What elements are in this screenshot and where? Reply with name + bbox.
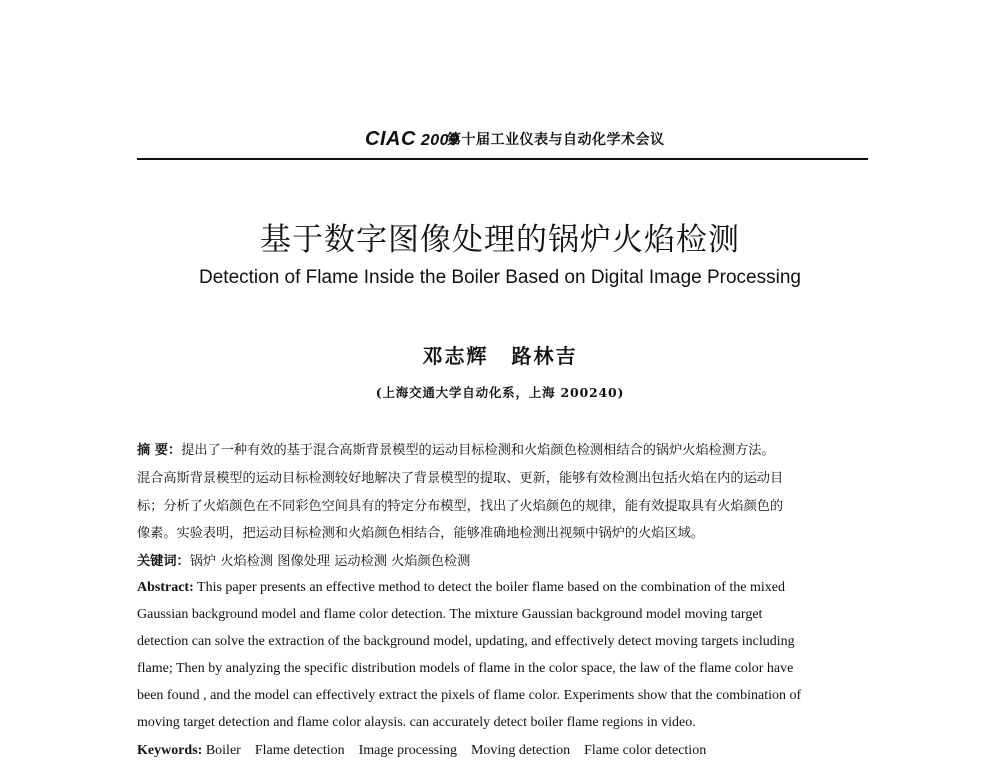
- abstract-cn-line: 标；分析了火焰颜色在不同彩色空间具有的特定分布模型，找出了火焰颜色的规律，能有效提取具有火焰颜色的: [137, 499, 784, 514]
- conference-header: [137, 128, 868, 160]
- abstract-en-line: [137, 580, 785, 596]
- abstract-en-line: Gaussian background model and flame color detection. The mixture Gaussian background model moving target: [137, 607, 763, 622]
- keywords-cn-text: 锅炉 火焰检测 图像处理 运动检测 火焰颜色检测: [189, 554, 471, 569]
- keywords-en-label: Keywords:: [137, 743, 203, 758]
- keywords-cn: [137, 550, 470, 569]
- abstract-cn-line: 像素。实验表明，把运动目标检测和火焰颜色相结合，能够准确地检测出视频中锅炉的火焰区域。: [137, 526, 705, 541]
- keywords-en-text: Boiler Flame detection Image processing Moving detection Flame color detection: [205, 743, 707, 758]
- conference-logo: [365, 128, 458, 151]
- keywords-cn-label: 关键词：: [137, 554, 190, 569]
- abstract-en-line: moving target detection and flame color alaysis. can accurately detect boiler flame regions in video.: [137, 715, 696, 730]
- keywords-en: [137, 743, 706, 759]
- abstract-en-line: detection can solve the extraction of the background model, updating, and effectively detect moving targets including: [137, 634, 795, 649]
- author-affiliation: (上海交通大学自动化系，上海 200240): [375, 385, 625, 400]
- paper-authors: 邓志辉 路林吉: [422, 344, 578, 368]
- abstract-cn-line: 混合高斯背景模型的运动目标检测较好地解决了背景模型的提取、更新，能够有效检测出包括火焰在内的运动目: [137, 471, 784, 486]
- paper-title-chinese: 基于数字图像处理的锅炉火焰检测: [260, 222, 740, 258]
- abstract-cn-text: 提出了一种有效的基于混合高斯背景模型的运动目标检测和火焰颜色检测相结合的锅炉火焰检测方法。: [181, 443, 775, 458]
- abstract-cn-line: [137, 439, 775, 458]
- conference-name: 第十届工业仪表与自动化学术会议: [447, 132, 665, 148]
- abstract-en-line: been found , and the model can effectively extract the pixels of flame color. Experiments show that the combination of: [137, 688, 802, 703]
- abstract-en-label: Abstract:: [137, 580, 194, 595]
- conference-year: 2009: [420, 132, 459, 149]
- abstract-cn-label: 摘 要：: [137, 443, 182, 458]
- abstract-en-line: flame; Then by analyzing the specific distribution models of flame in the color space, the law of the flame color have: [137, 661, 794, 676]
- logo-mark: CIAC: [365, 128, 416, 150]
- abstract-en-text: This paper presents an effective method to detect the boiler flame based on the combination of the mixed: [197, 580, 785, 595]
- paper-title-english: Detection of Flame Inside the Boiler Based on Digital Image Processing: [199, 267, 801, 288]
